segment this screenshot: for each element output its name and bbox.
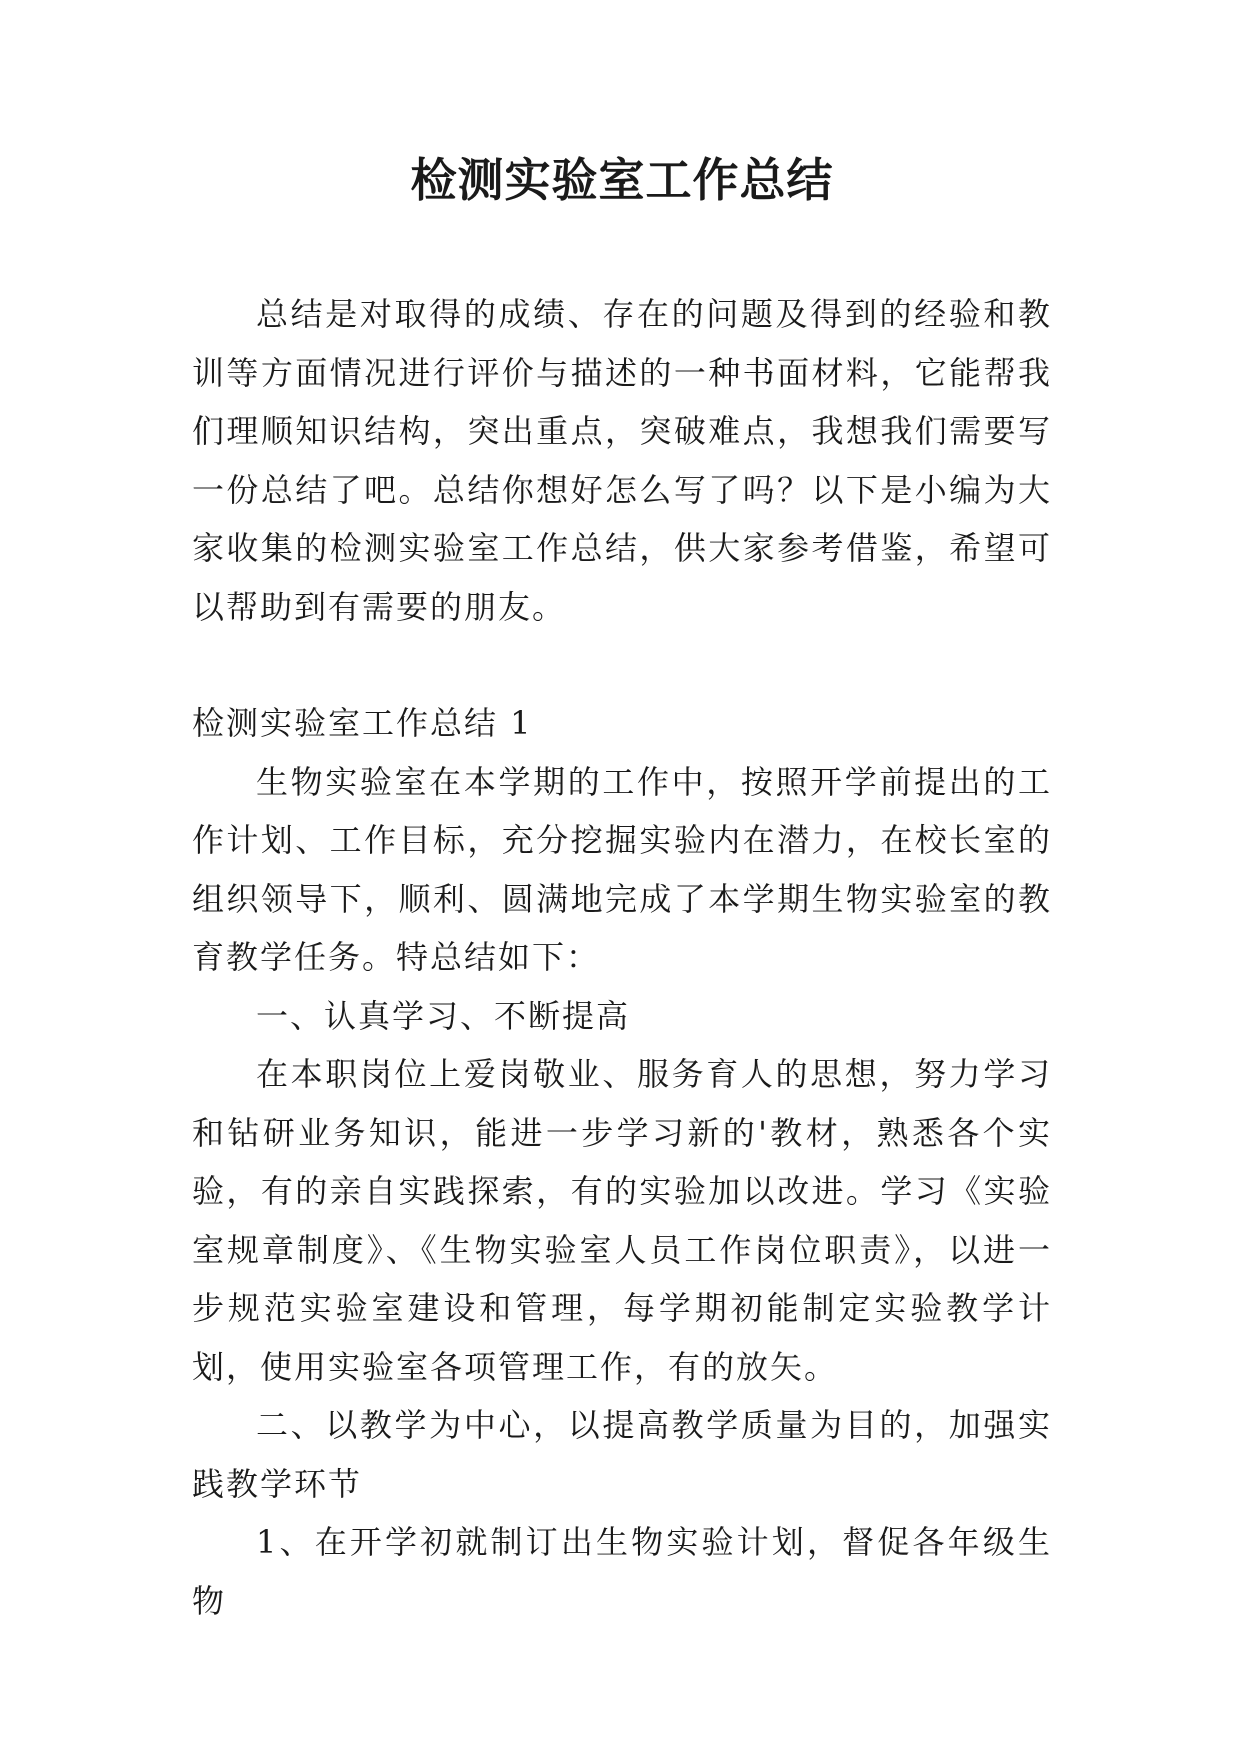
- intro-paragraph: 总结是对取得的成绩、存在的问题及得到的经验和教训等方面情况进行评价与描述的一种书面材料，它能帮我们理顺知识结构，突出重点，突破难点，我想我们需要写一份总结了吧。总结你想好怎么写了吗？以下是小编为大家收集的检测实验室工作总结，供大家参考借鉴，希望可以帮助到有需要的朋友。: [192, 295, 1052, 626]
- document-title: 检测实验室工作总结: [410, 153, 834, 207]
- section-heading: 检测实验室工作总结 1: [192, 704, 533, 742]
- body-paragraph: 生物实验室在本学期的工作中，按照开学前提出的工作计划、工作目标，充分挖掘实验内在潜力，在校长室的组织领导下，顺利、圆满地完成了本学期生物实验室的教育教学任务。特总结如下：: [192, 762, 1052, 976]
- document-body: [192, 285, 1052, 1630]
- body-paragraph: 1、在开学初就制订出生物实验计划，督促各年级生物: [192, 1523, 1052, 1620]
- body-paragraph: 在本职岗位上爱岗敬业、服务育人的思想，努力学习和钻研业务知识，能进一步学习新的'教材，熟悉各个实验，有的亲自实践探索，有的实验加以改进。学习《实验室规章制度》、《生物实验室人员工作岗位职责》，以进一步规范实验室建设和管理，每学期初能制定实验教学计划，使用实验室各项管理工作，有的放矢。: [192, 1055, 1052, 1386]
- subheading-paragraph: 一、认真学习、不断提高: [256, 996, 631, 1035]
- subheading-paragraph: 二、以教学为中心，以提高教学质量为目的，加强实践教学环节: [192, 1406, 1052, 1503]
